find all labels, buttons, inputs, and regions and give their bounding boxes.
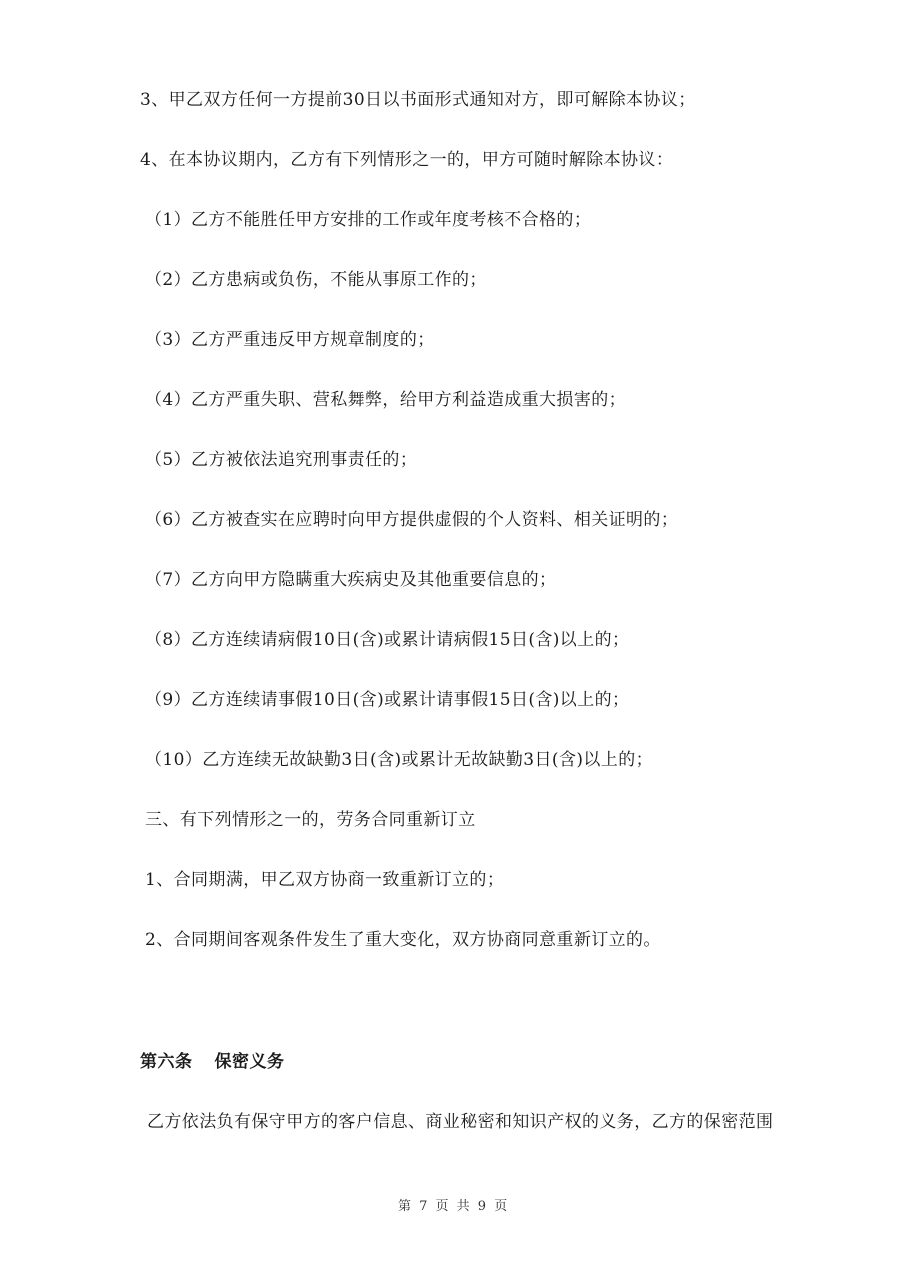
clause-4-item-1: （1）乙方不能胜任甲方安排的工作或年度考核不合格的；	[145, 210, 592, 230]
clause-4-item-2: （2）乙方患病或负伤，不能从事原工作的；	[145, 270, 487, 290]
section-three-item-1: 1、合同期满，甲乙双方协商一致重新订立的；	[145, 870, 505, 890]
clause-4-item-4: （4）乙方严重失职、营私舞弊，给甲方利益造成重大损害的；	[145, 390, 627, 410]
clause-4: 4、在本协议期内，乙方有下列情形之一的，甲方可随时解除本协议：	[140, 150, 674, 170]
article-6-paragraph: 乙方依法负有保守甲方的客户信息、商业秘密和知识产权的义务，乙方的保密范围	[147, 1112, 774, 1132]
article-6-title: 保密义务	[214, 1052, 285, 1072]
clause-4-item-8: （8）乙方连续请病假10日(含)或累计请病假15日(含)以上的；	[145, 630, 630, 650]
clause-3: 3、甲乙双方任何一方提前30日以书面形式通知对方，即可解除本协议；	[140, 90, 696, 110]
clause-4-item-6: （6）乙方被查实在应聘时向甲方提供虚假的个人资料、相关证明的；	[145, 510, 679, 530]
clause-4-item-5: （5）乙方被依法追究刑事责任的；	[145, 450, 418, 470]
clause-4-item-9: （9）乙方连续请事假10日(含)或累计请事假15日(含)以上的；	[145, 690, 630, 710]
section-three-item-2: 2、合同期间客观条件发生了重大变化，双方协商同意重新订立的。	[145, 930, 661, 950]
article-6-heading	[140, 1050, 285, 1074]
page-number-footer: 第 7 页 共 9 页	[398, 1199, 510, 1214]
article-6-number: 第六条	[140, 1052, 193, 1072]
section-three-heading: 三、有下列情形之一的，劳务合同重新订立	[145, 810, 476, 830]
clause-4-item-7: （7）乙方向甲方隐瞒重大疾病史及其他重要信息的；	[145, 570, 557, 590]
clause-4-item-10: （10）乙方连续无故缺勤3日(含)或累计无故缺勤3日(含)以上的；	[145, 750, 653, 770]
clause-4-item-3: （3）乙方严重违反甲方规章制度的；	[145, 330, 435, 350]
